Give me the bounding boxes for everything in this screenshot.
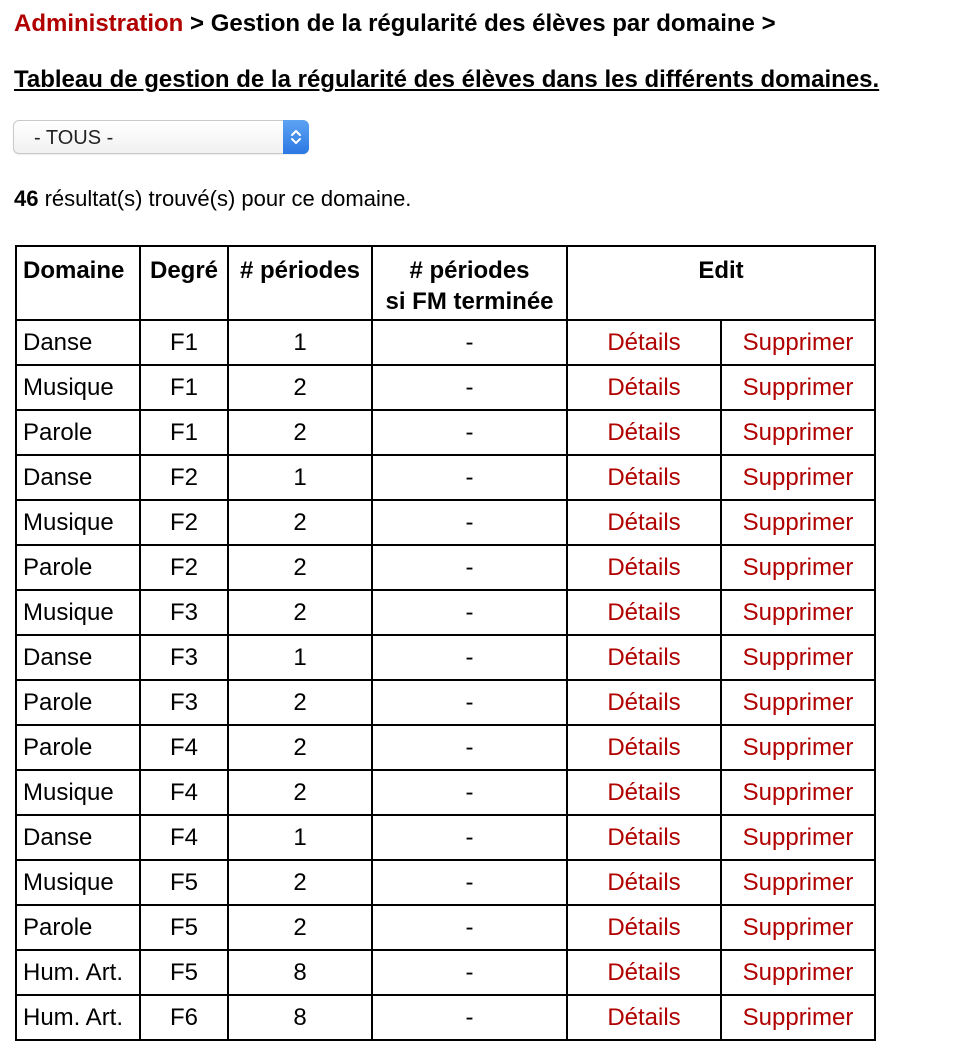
- delete-link[interactable]: Supprimer: [742, 553, 854, 581]
- select-arrows-icon: [283, 120, 309, 154]
- cell-details: [567, 725, 721, 770]
- cell-delete: [721, 905, 875, 950]
- details-link[interactable]: Détails: [607, 958, 681, 986]
- cell-periodes-fm: -: [372, 905, 567, 950]
- cell-details: [567, 410, 721, 455]
- cell-periodes-fm: -: [372, 815, 567, 860]
- cell-degre: F3: [140, 680, 228, 725]
- result-summary: [14, 186, 411, 212]
- cell-delete: [721, 545, 875, 590]
- cell-domaine: Danse: [16, 635, 140, 680]
- details-link[interactable]: Détails: [607, 1003, 681, 1031]
- cell-domaine: Parole: [16, 545, 140, 590]
- cell-domaine: Musique: [16, 860, 140, 905]
- table-row: [16, 410, 875, 455]
- cell-periodes: 2: [228, 500, 372, 545]
- cell-details: [567, 860, 721, 905]
- cell-periodes-fm: -: [372, 545, 567, 590]
- cell-degre: F5: [140, 905, 228, 950]
- cell-delete: [721, 770, 875, 815]
- cell-delete: [721, 365, 875, 410]
- details-link[interactable]: Détails: [607, 598, 681, 626]
- cell-domaine: Hum. Art.: [16, 950, 140, 995]
- details-link[interactable]: Détails: [607, 328, 681, 356]
- cell-periodes-fm: -: [372, 725, 567, 770]
- cell-periodes-fm: -: [372, 365, 567, 410]
- breadcrumb-trail: > Gestion de la régularité des élèves par domaine >: [183, 10, 776, 37]
- cell-delete: [721, 995, 875, 1040]
- delete-link[interactable]: Supprimer: [742, 778, 854, 806]
- domain-filter-select[interactable]: [13, 120, 309, 154]
- cell-periodes-fm: -: [372, 500, 567, 545]
- table-row: [16, 725, 875, 770]
- delete-link[interactable]: Supprimer: [742, 733, 854, 761]
- breadcrumb: [14, 10, 776, 38]
- cell-periodes-fm: -: [372, 635, 567, 680]
- cell-degre: F1: [140, 410, 228, 455]
- cell-degre: F3: [140, 635, 228, 680]
- cell-domaine: Parole: [16, 725, 140, 770]
- cell-delete: [721, 950, 875, 995]
- cell-periodes: 2: [228, 680, 372, 725]
- table-row: [16, 770, 875, 815]
- details-link[interactable]: Détails: [607, 913, 681, 941]
- delete-link[interactable]: Supprimer: [742, 463, 854, 491]
- cell-domaine: Musique: [16, 590, 140, 635]
- delete-link[interactable]: Supprimer: [742, 868, 854, 896]
- cell-degre: F1: [140, 365, 228, 410]
- cell-degre: F4: [140, 725, 228, 770]
- cell-periodes: 2: [228, 545, 372, 590]
- cell-periodes: 8: [228, 950, 372, 995]
- details-link[interactable]: Détails: [607, 733, 681, 761]
- cell-degre: F2: [140, 500, 228, 545]
- cell-degre: F1: [140, 320, 228, 365]
- cell-delete: [721, 410, 875, 455]
- details-link[interactable]: Détails: [607, 463, 681, 491]
- table-row: [16, 905, 875, 950]
- table-header-row: [16, 246, 875, 320]
- delete-link[interactable]: Supprimer: [742, 373, 854, 401]
- cell-domaine: Musique: [16, 365, 140, 410]
- cell-details: [567, 365, 721, 410]
- delete-link[interactable]: Supprimer: [742, 688, 854, 716]
- table-row: [16, 815, 875, 860]
- cell-delete: [721, 500, 875, 545]
- cell-details: [567, 815, 721, 860]
- delete-link[interactable]: Supprimer: [742, 958, 854, 986]
- cell-details: [567, 320, 721, 365]
- cell-degre: F2: [140, 545, 228, 590]
- details-link[interactable]: Détails: [607, 688, 681, 716]
- cell-periodes: 1: [228, 320, 372, 365]
- cell-details: [567, 455, 721, 500]
- cell-domaine: Parole: [16, 905, 140, 950]
- details-link[interactable]: Détails: [607, 823, 681, 851]
- delete-link[interactable]: Supprimer: [742, 643, 854, 671]
- cell-periodes-fm: -: [372, 860, 567, 905]
- result-text: résultat(s) trouvé(s) pour ce domaine.: [38, 186, 412, 211]
- cell-degre: F4: [140, 770, 228, 815]
- header-edit: Edit: [567, 246, 875, 320]
- cell-delete: [721, 455, 875, 500]
- domain-filter-value: - TOUS -: [34, 127, 114, 149]
- cell-domaine: Parole: [16, 680, 140, 725]
- cell-details: [567, 770, 721, 815]
- cell-delete: [721, 725, 875, 770]
- details-link[interactable]: Détails: [607, 778, 681, 806]
- cell-domaine: Danse: [16, 320, 140, 365]
- cell-degre: F6: [140, 995, 228, 1040]
- header-periodes-fm: [372, 246, 567, 320]
- header-degre: Degré: [140, 246, 228, 320]
- table-row: [16, 680, 875, 725]
- table-row: [16, 950, 875, 995]
- cell-details: [567, 590, 721, 635]
- delete-link[interactable]: Supprimer: [742, 913, 854, 941]
- cell-domaine: Musique: [16, 500, 140, 545]
- delete-link[interactable]: Supprimer: [742, 823, 854, 851]
- cell-periodes-fm: -: [372, 410, 567, 455]
- cell-periodes: 2: [228, 905, 372, 950]
- table-row: [16, 365, 875, 410]
- cell-domaine: Musique: [16, 770, 140, 815]
- cell-periodes: 2: [228, 725, 372, 770]
- cell-domaine: Hum. Art.: [16, 995, 140, 1040]
- table-row: [16, 635, 875, 680]
- delete-link[interactable]: Supprimer: [742, 418, 854, 446]
- cell-degre: F5: [140, 950, 228, 995]
- header-periodes: # périodes: [228, 246, 372, 320]
- page-title: Tableau de gestion de la régularité des élèves dans les différents domaines.: [14, 66, 880, 93]
- cell-degre: F5: [140, 860, 228, 905]
- cell-domaine: Danse: [16, 455, 140, 500]
- details-link[interactable]: Détails: [607, 373, 681, 401]
- table-row: [16, 500, 875, 545]
- cell-periodes-fm: -: [372, 680, 567, 725]
- details-link[interactable]: Détails: [607, 508, 681, 536]
- cell-periodes: 2: [228, 770, 372, 815]
- cell-periodes: 1: [228, 635, 372, 680]
- table-row: [16, 995, 875, 1040]
- cell-details: [567, 545, 721, 590]
- delete-link[interactable]: Supprimer: [742, 508, 854, 536]
- cell-details: [567, 680, 721, 725]
- cell-details: [567, 500, 721, 545]
- result-count: 46: [14, 186, 39, 211]
- header-domaine: Domaine: [16, 246, 140, 320]
- cell-periodes: 2: [228, 860, 372, 905]
- delete-link[interactable]: Supprimer: [742, 328, 854, 356]
- details-link[interactable]: Détails: [607, 643, 681, 671]
- cell-degre: F3: [140, 590, 228, 635]
- cell-periodes: 1: [228, 455, 372, 500]
- cell-domaine: Danse: [16, 815, 140, 860]
- cell-delete: [721, 860, 875, 905]
- cell-periodes: 2: [228, 410, 372, 455]
- cell-periodes-fm: -: [372, 995, 567, 1040]
- cell-delete: [721, 680, 875, 725]
- table-row: [16, 545, 875, 590]
- cell-domaine: Parole: [16, 410, 140, 455]
- delete-link[interactable]: Supprimer: [742, 598, 854, 626]
- table-body: [16, 320, 875, 1040]
- table-row: [16, 860, 875, 905]
- cell-periodes-fm: -: [372, 320, 567, 365]
- details-link[interactable]: Détails: [607, 868, 681, 896]
- cell-periodes: 8: [228, 995, 372, 1040]
- delete-link[interactable]: Supprimer: [742, 1003, 854, 1031]
- cell-delete: [721, 590, 875, 635]
- breadcrumb-administration-link[interactable]: Administration: [14, 10, 184, 37]
- cell-periodes-fm: -: [372, 455, 567, 500]
- cell-details: [567, 635, 721, 680]
- details-link[interactable]: Détails: [607, 418, 681, 446]
- cell-periodes-fm: -: [372, 770, 567, 815]
- cell-details: [567, 905, 721, 950]
- cell-delete: [721, 815, 875, 860]
- table-row: [16, 320, 875, 365]
- table-row: [16, 590, 875, 635]
- cell-delete: [721, 320, 875, 365]
- header-periodes-fm-line2: si FM terminée: [385, 288, 554, 315]
- cell-details: [567, 995, 721, 1040]
- cell-degre: F4: [140, 815, 228, 860]
- table-row: [16, 455, 875, 500]
- cell-periodes: 2: [228, 365, 372, 410]
- cell-periodes: 1: [228, 815, 372, 860]
- cell-periodes-fm: -: [372, 590, 567, 635]
- regularity-table: [15, 245, 876, 1041]
- cell-periodes-fm: -: [372, 950, 567, 995]
- cell-delete: [721, 635, 875, 680]
- cell-periodes: 2: [228, 590, 372, 635]
- cell-details: [567, 950, 721, 995]
- cell-degre: F2: [140, 455, 228, 500]
- details-link[interactable]: Détails: [607, 553, 681, 581]
- header-periodes-fm-line1: # périodes: [409, 257, 530, 284]
